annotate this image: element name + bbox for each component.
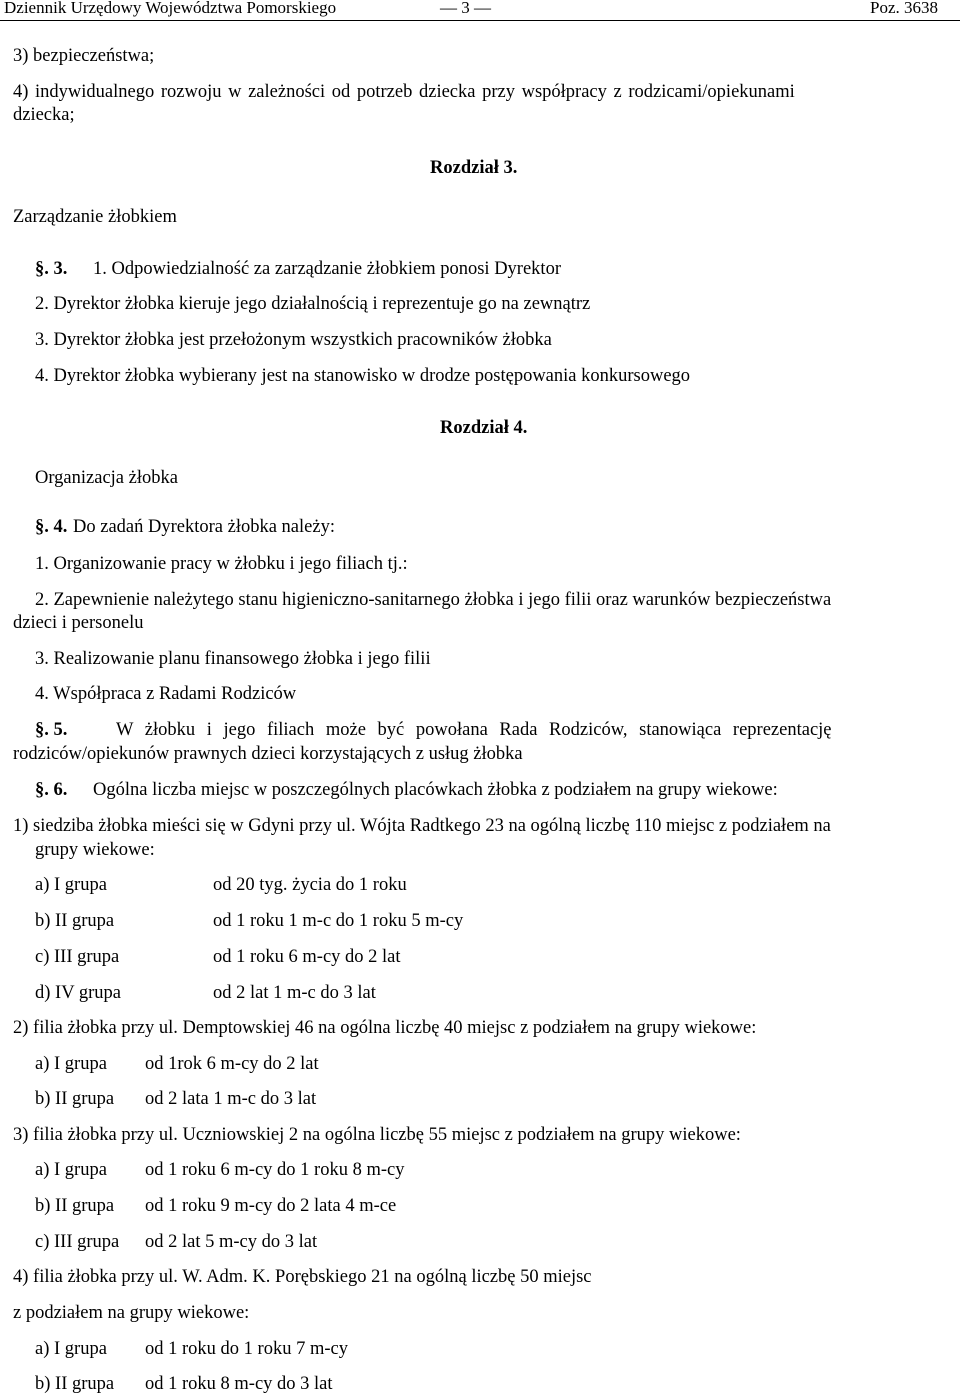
journal-name: Dziennik Urzędowy Województwa Pomorskiego bbox=[4, 0, 337, 17]
paragraph-5-text: W żłobku i jego filiach może być powołana Rada Rodziców, stanowiąca reprezentację bbox=[116, 720, 832, 740]
chapter-3-point-2: 2. Dyrektor żłobka kieruje jego działalnością i reprezentuje go na zewnątrz bbox=[35, 294, 591, 314]
chapter-4-heading: Rozdział 4. bbox=[440, 418, 528, 438]
chapter-3-title: Zarządzanie żłobkiem bbox=[13, 207, 177, 227]
location-2-group-name: a) I grupa bbox=[35, 1054, 107, 1074]
location-1-group-name: b) II grupa bbox=[35, 911, 115, 931]
location-2-group-age: od 2 lata 1 m-c do 3 lat bbox=[145, 1089, 317, 1109]
location-1-group-age: od 1 roku 6 m-cy do 2 lat bbox=[213, 947, 401, 967]
location-3-group-name: c) III grupa bbox=[35, 1232, 120, 1252]
paragraph-4-mark: §. 4. bbox=[35, 517, 68, 537]
task-3: 3. Realizowanie planu finansowego żłobka i jego filii bbox=[35, 649, 431, 669]
location-4-group-age: od 1 roku 8 m-cy do 3 lat bbox=[145, 1374, 333, 1394]
location-3-group-name: b) II grupa bbox=[35, 1196, 115, 1216]
location-1-group-name: a) I grupa bbox=[35, 875, 107, 895]
location-1-group-age: od 20 tyg. życia do 1 roku bbox=[213, 875, 407, 895]
location-2-group-age: od 1rok 6 m-cy do 2 lat bbox=[145, 1054, 319, 1074]
chapter-3-heading: Rozdział 3. bbox=[430, 158, 518, 178]
location-3-group-age: od 2 lat 5 m-cy do 3 lat bbox=[145, 1232, 318, 1252]
location-4-group-name: a) I grupa bbox=[35, 1339, 107, 1359]
location-1-group-age: od 1 roku 1 m-c do 1 roku 5 m-cy bbox=[213, 911, 464, 931]
location-4-group-name: b) II grupa bbox=[35, 1374, 115, 1394]
task-2: 2. Zapewnienie należytego stanu higieniczno-sanitarnego żłobka i jego filii oraz warunków bezpieczeństwa bbox=[35, 590, 832, 610]
chapter-3-point-1: 1. Odpowiedzialność za zarządzanie żłobkiem ponosi Dyrektor bbox=[93, 259, 561, 279]
location-4-line-2: z podziałem na grupy wiekowe: bbox=[13, 1303, 250, 1323]
location-3-group-age: od 1 roku 9 m-cy do 2 lata 4 m-ce bbox=[145, 1196, 397, 1216]
position-number: Poz. 3638 bbox=[870, 0, 938, 17]
header-rule bbox=[0, 20, 960, 21]
paragraph-5-mark: §. 5. bbox=[35, 720, 68, 740]
page-number: — 3 — bbox=[440, 0, 491, 17]
location-1-group-age: od 2 lat 1 m-c do 3 lat bbox=[213, 983, 376, 1003]
location-3-group-name: a) I grupa bbox=[35, 1160, 107, 1180]
intro-item-4: 4) indywidualnego rozwoju w zależności od potrzeb dziecka przy współpracy z rodzicami/opiekunami bbox=[13, 82, 795, 102]
location-4-line-1: 4) filia żłobka przy ul. W. Adm. K. Porębskiego 21 na ogólną liczbę 50 miejsc bbox=[13, 1267, 592, 1287]
paragraph-3-mark: §. 3. bbox=[35, 259, 68, 279]
location-3-group-age: od 1 roku 6 m-cy do 1 roku 8 m-cy bbox=[145, 1160, 405, 1180]
location-3-line-1: 3) filia żłobka przy ul. Uczniowskiej 2 na ogólna liczbę 55 miejsc z podziałem na grupy wiekowe: bbox=[13, 1125, 741, 1145]
location-2-group-name: b) II grupa bbox=[35, 1089, 115, 1109]
location-1-line-2: grupy wiekowe: bbox=[35, 840, 155, 860]
task-2-cont: dzieci i personelu bbox=[13, 613, 144, 633]
paragraph-4-text: Do zadań Dyrektora żłobka należy: bbox=[73, 517, 335, 537]
paragraph-6-text: Ogólna liczba miejsc w poszczególnych placówkach żłobka z podziałem na grupy wiekowe: bbox=[93, 780, 778, 800]
paragraph-6-mark: §. 6. bbox=[35, 780, 68, 800]
location-4-group-age: od 1 roku do 1 roku 7 m-cy bbox=[145, 1339, 348, 1359]
location-1-group-name: d) IV grupa bbox=[35, 983, 121, 1003]
paragraph-5-cont: rodziców/opiekunów prawnych dzieci korzystających z usług żłobka bbox=[13, 744, 523, 764]
location-1-group-name: c) III grupa bbox=[35, 947, 120, 967]
location-1-line-1: 1) siedziba żłobka mieści się w Gdyni przy ul. Wójta Radtkego 23 na ogólną liczbę 110 miejsc z podziałem na bbox=[13, 816, 831, 836]
chapter-3-point-3: 3. Dyrektor żłobka jest przełożonym wszystkich pracowników żłobka bbox=[35, 330, 552, 350]
chapter-3-point-4: 4. Dyrektor żłobka wybierany jest na stanowisko w drodze postępowania konkursowego bbox=[35, 366, 691, 386]
intro-item-3: 3) bezpieczeństwa; bbox=[13, 46, 155, 66]
task-1: 1. Organizowanie pracy w żłobku i jego filiach tj.: bbox=[35, 554, 408, 574]
location-2-line-1: 2) filia żłobka przy ul. Demptowskiej 46 na ogólna liczbę 40 miejsc z podziałem na grupy wiekowe: bbox=[13, 1018, 757, 1038]
chapter-4-title: Organizacja żłobka bbox=[35, 468, 178, 488]
intro-item-4-cont: dziecka; bbox=[13, 105, 75, 125]
task-4: 4. Współpraca z Radami Rodziców bbox=[35, 684, 297, 704]
